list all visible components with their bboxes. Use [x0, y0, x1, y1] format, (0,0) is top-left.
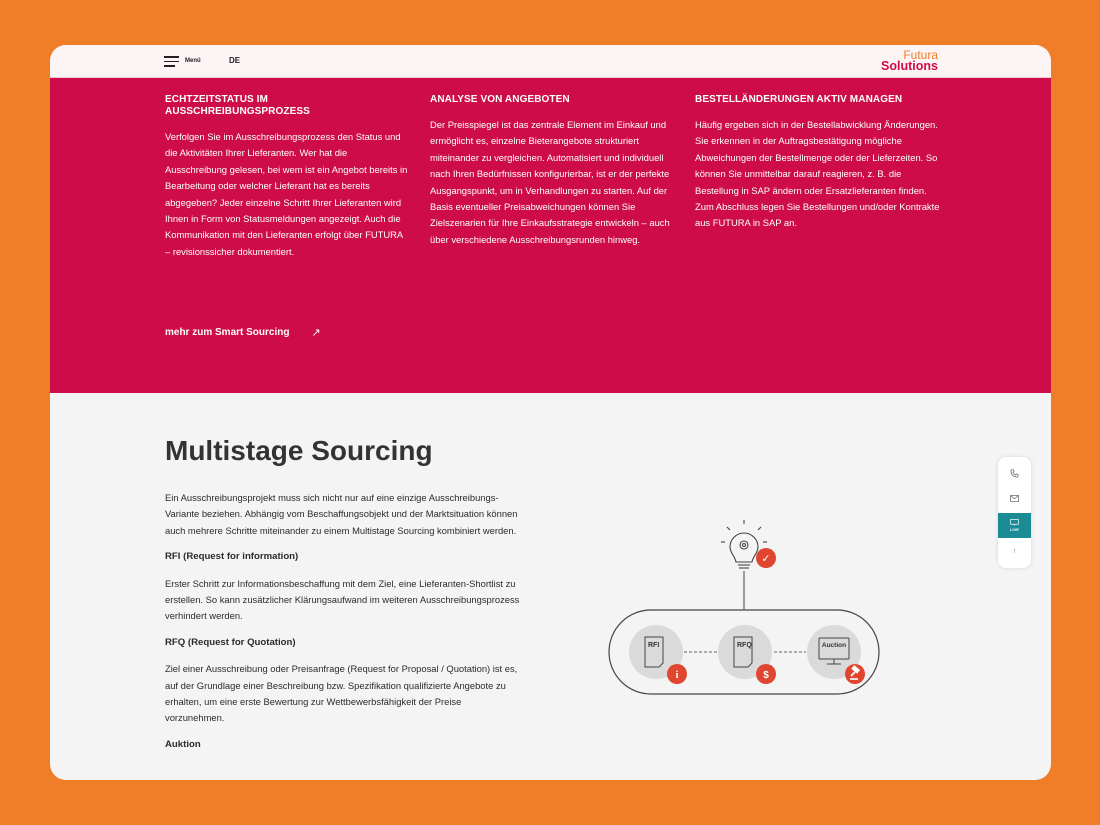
rfq-step-label: RFQ	[737, 642, 752, 649]
step-rfq	[718, 625, 776, 684]
smart-sourcing-link-label: mehr zum Smart Sourcing	[165, 327, 290, 338]
browser-window	[50, 45, 1051, 780]
monitor-icon	[1010, 519, 1019, 526]
auction-step-label: Auction	[821, 642, 847, 649]
feature-text: Der Preisspiegel ist das zentrale Element im Einkauf und ermöglicht es, einzelne Bieterangebote strukturiert miteinander zu vergleichen. Automatisiert und individuell nach Ihren Bedürfnissen konfigurierbar, ist er der perfekte Ausgangspunkt, um in Verhandlungen zu starten. Auf der Basis eventueller Preisabweichungen können Sie Zielszenarien für Ihre Einkaufsstrategie entwickeln – auch über verschiedene Ausschreibungsrunden hinweg.	[430, 119, 670, 245]
mail-icon	[1010, 495, 1019, 502]
arrow-up-icon: ↑	[1012, 548, 1017, 555]
scroll-top-button[interactable]	[998, 539, 1031, 564]
logo-line-2: Solutions	[881, 59, 938, 73]
rfi-paragraph: Erster Schritt zur Informationsbeschaffung mit dem Ziel, eine Lieferanten-Shortlist zu erstellen. So kann zusätzlicher Klärungsaufwand im weiteren Ausschreibungsprozess verhindert werden.	[165, 577, 520, 622]
live-label: LIVE	[1010, 527, 1019, 532]
intro-paragraph: Ein Ausschreibungsprojekt muss sich nicht nur auf eine einzige Ausschreibungs-Variante beziehen. Abhängig vom Beschaffungsobjekt und der Marktsituation können auch mehrere Schritte miteinander zu einem Multistage Sourcing kombiniert werden.	[165, 492, 518, 536]
rfq-heading: RFQ (Request for Quotation)	[165, 636, 296, 648]
multistage-diagram	[600, 515, 890, 705]
step-rfi	[629, 625, 687, 684]
dollar-icon: $	[763, 670, 769, 681]
site-header	[50, 45, 1051, 78]
feature-title: ECHTZEITSTATUS IM AUSSCHREIBUNGSPROZESS	[165, 94, 310, 117]
hamburger-icon	[164, 56, 179, 67]
feature-title: ANALYSE VON ANGEBOTEN	[430, 94, 570, 105]
feature-title: BESTELLÄNDERUNGEN AKTIV MANAGEN	[695, 94, 903, 105]
features-section	[50, 78, 1051, 393]
contact-widget	[998, 457, 1031, 568]
feature-offer-analysis	[430, 94, 675, 248]
menu-button[interactable]	[164, 56, 201, 67]
section-title: Multistage Sourcing	[165, 435, 433, 466]
rfi-step-label: RFI	[648, 642, 660, 649]
menu-label: Menü	[185, 58, 201, 65]
feature-realtime-status	[165, 94, 410, 260]
arrow-up-right-icon: ↗	[311, 327, 321, 339]
step-auction	[807, 625, 865, 684]
mail-button[interactable]	[998, 486, 1031, 511]
rfq-paragraph: Ziel einer Ausschreibung oder Preisanfrage (Request for Proposal / Quotation) ist es, auf der Grundlage einer Beschreibung bzw. Spezifikation qualifizierte Angebote zu erhalten, um eine erste Bewertung zur Wettbewerbsfähigkeit der Preise vorzunehmen.	[165, 663, 518, 724]
rfi-heading: RFI (Request for information)	[165, 551, 299, 563]
feature-text: Häufig ergeben sich in der Bestellabwicklung Änderungen. Sie erkennen in der Auftragsbestätigung mögliche Abweichungen der Bestellmenge oder der Lieferzeiten. So können Sie unmittelbar darauf reagieren, z. B. die Bestellung in SAP ändern oder Ersatzlieferanten finden. Zum Abschluss legen Sie Bestellungen und/oder Kontrakte aus FUTURA in SAP an.	[695, 119, 940, 229]
auction-heading: Auktion	[165, 738, 201, 750]
check-badge	[756, 548, 776, 568]
section-body	[165, 490, 520, 763]
futura-logo[interactable]	[881, 50, 938, 72]
check-icon: ✓	[761, 552, 771, 565]
feature-text: Verfolgen Sie im Ausschreibungsprozess den Status und die Aktivitäten Ihrer Lieferanten. Wer hat die Ausschreibung gelesen, bei wem ist ein Angebot bereits in Bearbeitung oder welcher Lieferant hat es bereits abgegeben? Jeder einzelne Schritt Ihrer Lieferanten wird Ihnen in Form von Statusmeldungen angezeigt. Auch die Kommunikation mit den Lieferanten erfolgt über FUTURA – revisionssicher dokumentiert.	[165, 131, 408, 257]
logo-line-1: Futura	[903, 48, 938, 62]
phone-button[interactable]	[998, 461, 1031, 486]
info-icon: i	[675, 670, 679, 681]
smart-sourcing-link[interactable]	[165, 326, 321, 339]
phone-icon	[1010, 469, 1019, 478]
live-chat-button[interactable]	[998, 513, 1031, 538]
language-switcher[interactable]: DE	[229, 56, 241, 65]
feature-order-changes	[695, 94, 940, 232]
